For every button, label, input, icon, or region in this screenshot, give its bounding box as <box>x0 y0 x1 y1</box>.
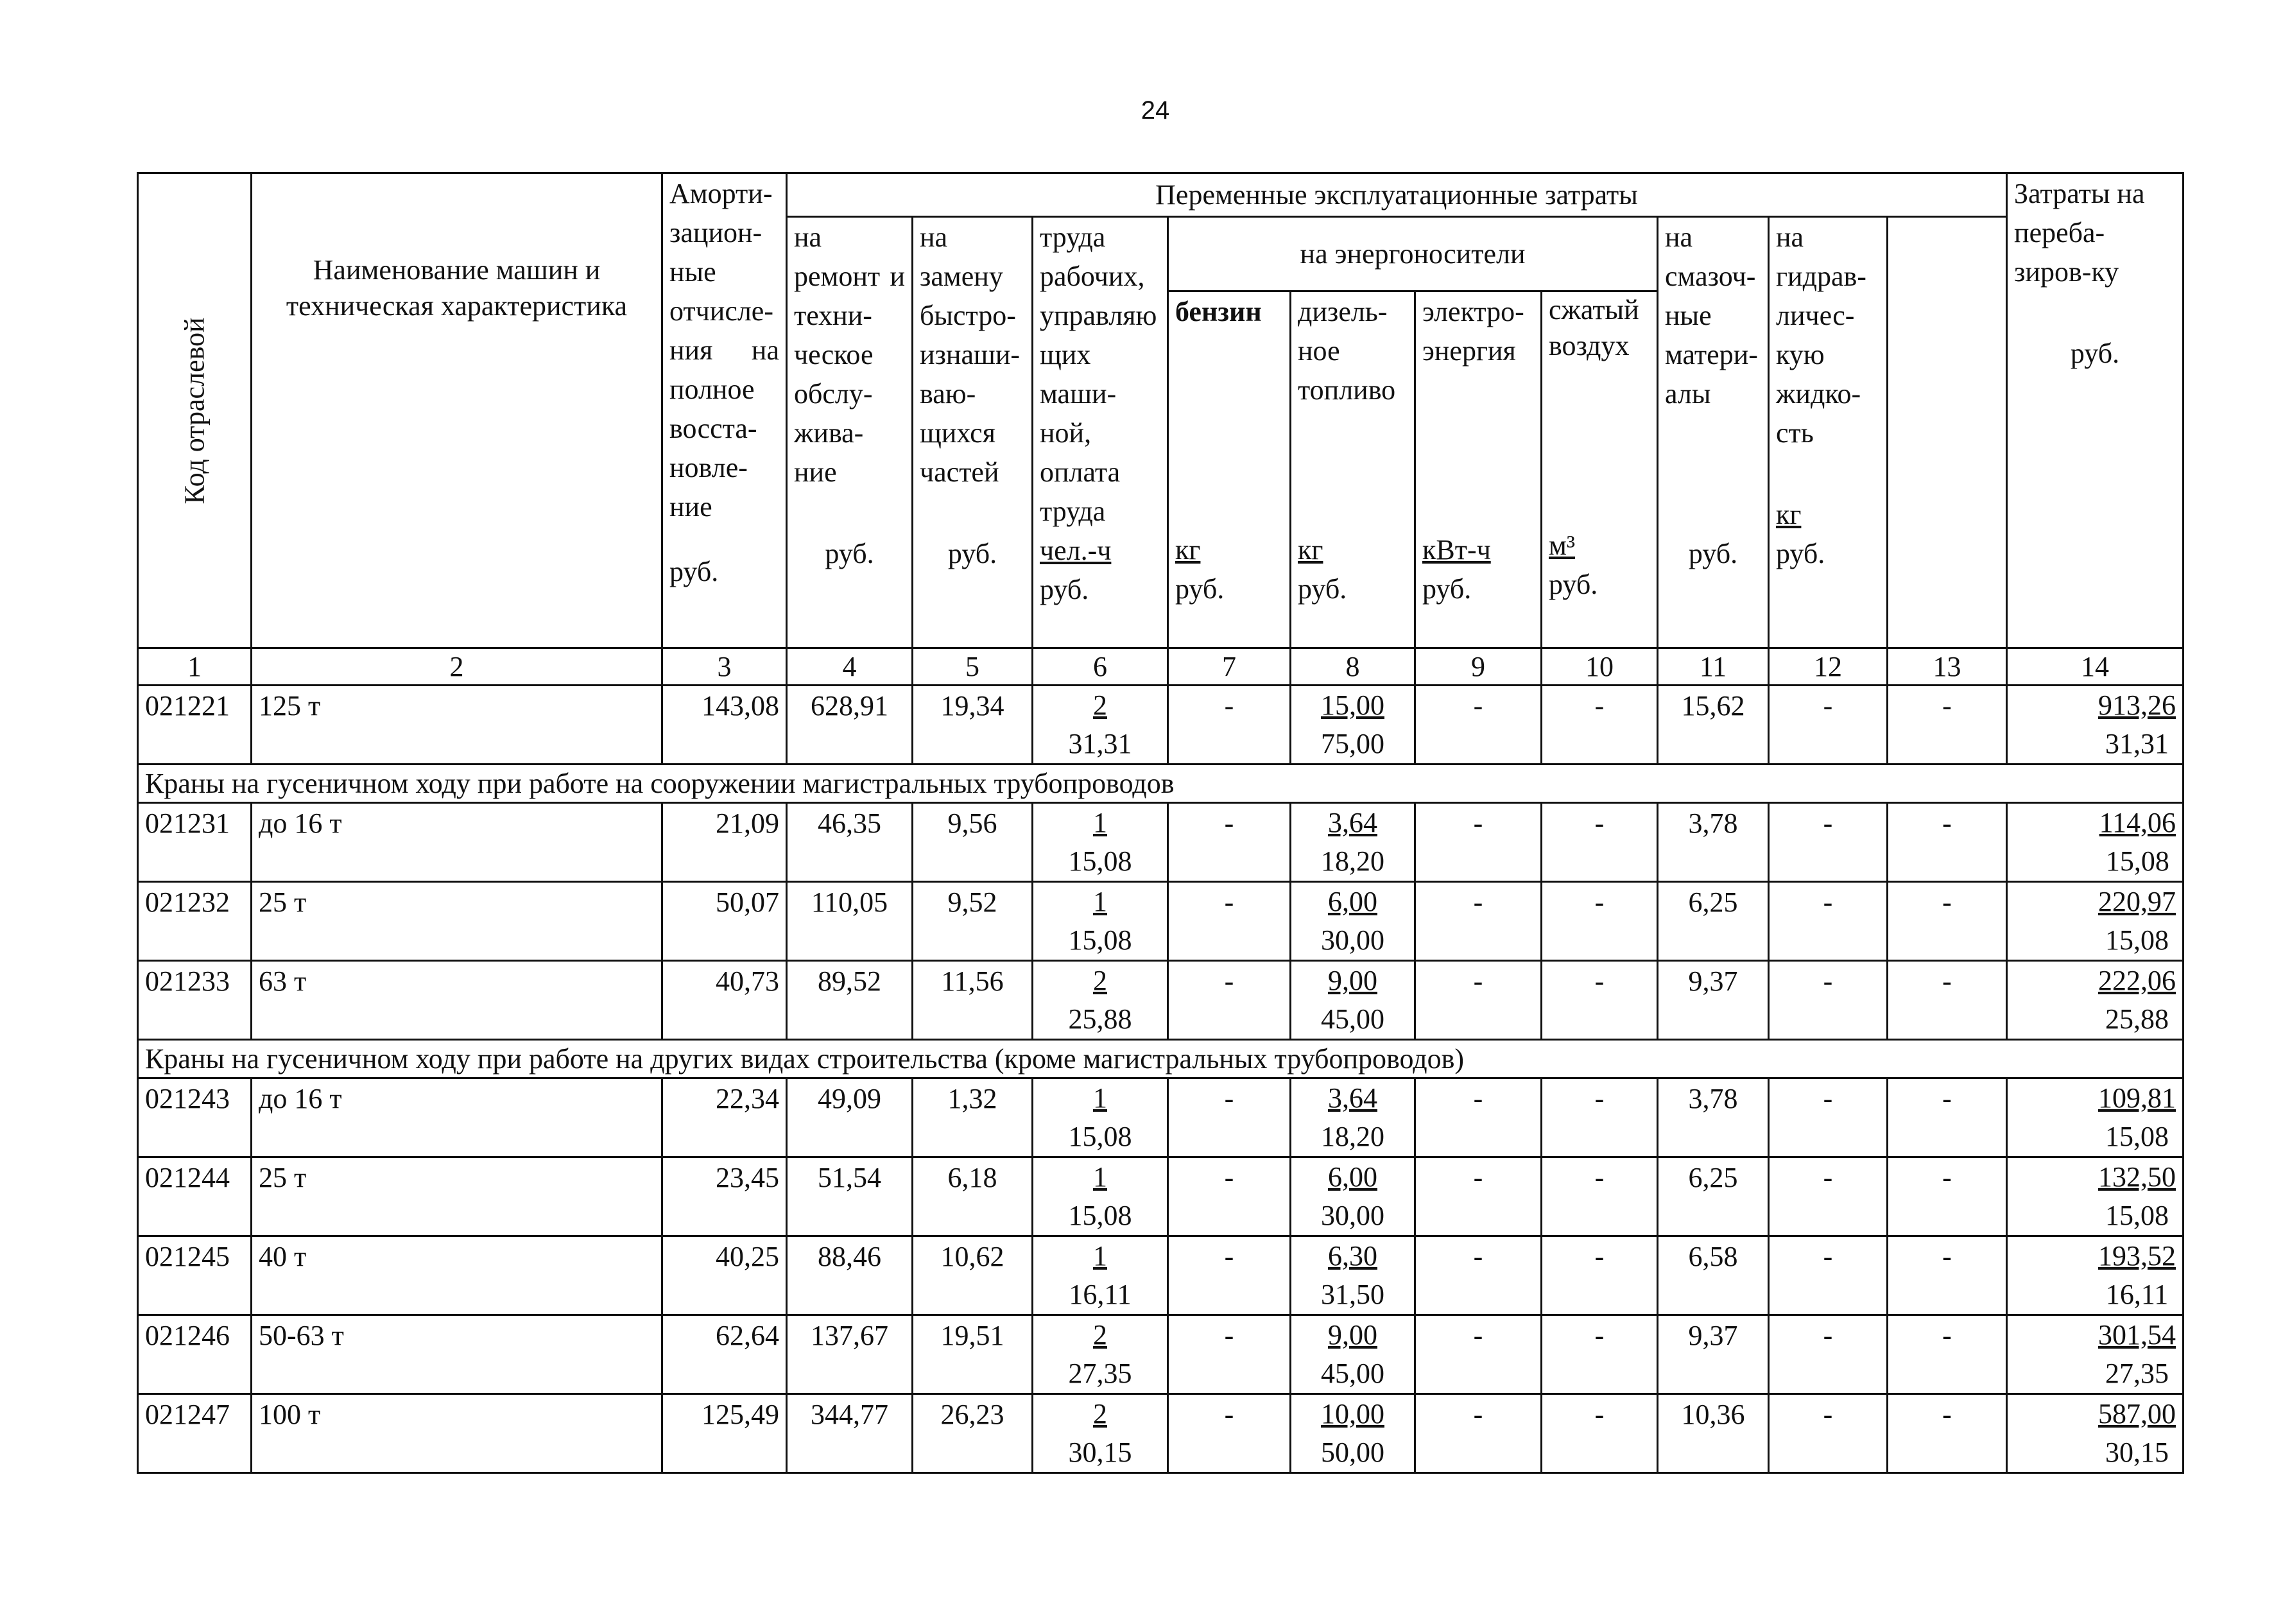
table-row <box>138 803 2184 882</box>
header-relocation: Затраты на переба-зиров-ку руб. <box>2007 173 2184 648</box>
header-hydraulic: на гидрав-личес-кую жидко-сть кг руб. <box>1769 217 1888 648</box>
table-row <box>138 1315 2184 1394</box>
row-relocation: - <box>1888 1315 2007 1394</box>
row-repair: 628,91 <box>787 686 913 764</box>
fraction-value: $\frac{222,06}{25,88}$ <box>2098 965 2176 1035</box>
row-hydraulic: - <box>1769 882 1888 961</box>
row-estimate <box>2007 961 2184 1040</box>
column-number: 5 <box>913 648 1033 686</box>
row-estimate <box>2007 882 2184 961</box>
row-electricity: - <box>1415 686 1542 764</box>
row-diesel <box>1291 961 1415 1040</box>
row-diesel <box>1291 1157 1415 1236</box>
row-amortization: 125,49 <box>662 1394 787 1473</box>
row-petrol: - <box>1168 1236 1291 1315</box>
header-petrol: бензин кг руб. <box>1168 291 1291 648</box>
row-amortization: 62,64 <box>662 1315 787 1394</box>
row-name: 25 т <box>252 882 662 961</box>
row-hydraulic: - <box>1769 803 1888 882</box>
row-code: 021232 <box>138 882 252 961</box>
row-name: 100 т <box>252 1394 662 1473</box>
row-electricity: - <box>1415 1394 1542 1473</box>
row-labor <box>1033 803 1168 882</box>
row-parts: 11,56 <box>913 961 1033 1040</box>
row-estimate <box>2007 1394 2184 1473</box>
row-labor <box>1033 1315 1168 1394</box>
row-repair: 46,35 <box>787 803 913 882</box>
column-number: 11 <box>1658 648 1769 686</box>
row-lubricants: 6,25 <box>1658 1157 1769 1236</box>
table-row <box>138 1078 2184 1157</box>
row-labor <box>1033 882 1168 961</box>
row-code: 021244 <box>138 1157 252 1236</box>
fraction-value: $\frac{6,30}{31,50}$ <box>1321 1240 1384 1310</box>
row-diesel <box>1291 1315 1415 1394</box>
row-lubricants: 9,37 <box>1658 961 1769 1040</box>
column-number: 3 <box>662 648 787 686</box>
row-labor <box>1033 1394 1168 1473</box>
row-lubricants: 3,78 <box>1658 803 1769 882</box>
row-air: - <box>1542 1157 1658 1236</box>
section-title: Краны на гусеничном ходу при работе на сооружении магистральных трубопроводов <box>138 764 2184 803</box>
row-amortization: 40,25 <box>662 1236 787 1315</box>
row-air: - <box>1542 1236 1658 1315</box>
header-labor: труда рабочих, управляю щих маши-ной, оплата труда чел.-ч руб. <box>1033 217 1168 648</box>
fraction-value: $\frac{587,00}{30,15}$ <box>2098 1398 2176 1468</box>
row-parts: 9,56 <box>913 803 1033 882</box>
header-energy: на энергоносители <box>1168 217 1658 291</box>
page-number: 24 <box>1141 96 1170 125</box>
row-amortization: 23,45 <box>662 1157 787 1236</box>
row-code: 021247 <box>138 1394 252 1473</box>
row-name: до 16 т <box>252 1078 662 1157</box>
row-petrol: - <box>1168 1157 1291 1236</box>
header-variable-costs: Переменные эксплуатационные затраты <box>787 173 2007 217</box>
row-petrol: - <box>1168 1078 1291 1157</box>
row-petrol: - <box>1168 1394 1291 1473</box>
column-number: 2 <box>252 648 662 686</box>
row-diesel <box>1291 1078 1415 1157</box>
row-parts: 10,62 <box>913 1236 1033 1315</box>
table-row <box>138 686 2184 764</box>
row-parts: 19,51 <box>913 1315 1033 1394</box>
fraction-value: $\frac{2}{25,88}$ <box>1068 965 1132 1035</box>
row-repair: 110,05 <box>787 882 913 961</box>
row-repair: 344,77 <box>787 1394 913 1473</box>
row-lubricants: 9,37 <box>1658 1315 1769 1394</box>
machine-cost-table <box>137 172 2184 1474</box>
row-repair: 89,52 <box>787 961 913 1040</box>
table-row <box>138 882 2184 961</box>
fraction-value: $\frac{1}{15,08}$ <box>1068 1082 1132 1152</box>
row-petrol: - <box>1168 882 1291 961</box>
row-air: - <box>1542 1394 1658 1473</box>
row-lubricants: 3,78 <box>1658 1078 1769 1157</box>
row-hydraulic: - <box>1769 1394 1888 1473</box>
row-labor <box>1033 686 1168 764</box>
fraction-value: $\frac{193,52}{16,11}$ <box>2098 1240 2176 1310</box>
header-air: сжатый воздух м³ руб. <box>1542 291 1658 648</box>
row-hydraulic: - <box>1769 1236 1888 1315</box>
row-name: 25 т <box>252 1157 662 1236</box>
fraction-value: $\frac{6,00}{30,00}$ <box>1321 886 1384 956</box>
row-hydraulic: - <box>1769 686 1888 764</box>
row-diesel <box>1291 1236 1415 1315</box>
fraction-value: $\frac{1}{15,08}$ <box>1068 1161 1132 1231</box>
fraction-value: $\frac{2}{27,35}$ <box>1068 1319 1132 1389</box>
row-air: - <box>1542 1078 1658 1157</box>
row-amortization: 22,34 <box>662 1078 787 1157</box>
fraction-value: $\frac{2}{31,31}$ <box>1068 689 1132 759</box>
row-estimate <box>2007 803 2184 882</box>
fraction-value: $\frac{9,00}{45,00}$ <box>1321 1319 1384 1389</box>
row-hydraulic: - <box>1769 1078 1888 1157</box>
row-air: - <box>1542 803 1658 882</box>
row-electricity: - <box>1415 1157 1542 1236</box>
row-petrol: - <box>1168 961 1291 1040</box>
row-lubricants: 6,58 <box>1658 1236 1769 1315</box>
table-row <box>138 1157 2184 1236</box>
fraction-value: $\frac{220,97}{15,08}$ <box>2098 886 2176 956</box>
fraction-value: $\frac{1}{15,08}$ <box>1068 807 1132 877</box>
fraction-value: $\frac{9,00}{45,00}$ <box>1321 965 1384 1035</box>
column-number: 4 <box>787 648 913 686</box>
row-parts: 19,34 <box>913 686 1033 764</box>
row-code: 021245 <box>138 1236 252 1315</box>
row-electricity: - <box>1415 803 1542 882</box>
fraction-value: $\frac{10,00}{50,00}$ <box>1321 1398 1384 1468</box>
fraction-value: $\frac{114,06}{15,08}$ <box>2099 807 2176 877</box>
row-relocation: - <box>1888 961 2007 1040</box>
row-estimate <box>2007 1157 2184 1236</box>
row-parts: 1,32 <box>913 1078 1033 1157</box>
row-amortization: 21,09 <box>662 803 787 882</box>
column-number: 12 <box>1769 648 1888 686</box>
header-parts: на замену быстро-изнаши-ваю-щихся частей руб. <box>913 217 1033 648</box>
row-electricity: - <box>1415 1078 1542 1157</box>
column-number: 8 <box>1291 648 1415 686</box>
row-labor <box>1033 1078 1168 1157</box>
row-name: до 16 т <box>252 803 662 882</box>
row-diesel <box>1291 803 1415 882</box>
row-hydraulic: - <box>1769 961 1888 1040</box>
column-number: 7 <box>1168 648 1291 686</box>
column-number: 13 <box>1888 648 2007 686</box>
row-diesel <box>1291 686 1415 764</box>
fraction-value: $\frac{913,26}{31,31}$ <box>2098 689 2176 759</box>
row-petrol: - <box>1168 803 1291 882</box>
table-row <box>138 1236 2184 1315</box>
column-number: 14 <box>2007 648 2184 686</box>
row-petrol: - <box>1168 686 1291 764</box>
column-number: 10 <box>1542 648 1658 686</box>
row-code: 021246 <box>138 1315 252 1394</box>
row-estimate <box>2007 1078 2184 1157</box>
table-row <box>138 1394 2184 1473</box>
row-labor <box>1033 1157 1168 1236</box>
section-title: Краны на гусеничном ходу при работе на других видах строительства (кроме магистральных трубопроводов) <box>138 1040 2184 1078</box>
table-row <box>138 961 2184 1040</box>
header-name: Наименование машин и техническая характеристика <box>252 173 662 648</box>
row-estimate <box>2007 686 2184 764</box>
fraction-value: $\frac{15,00}{75,00}$ <box>1321 689 1384 759</box>
row-electricity: - <box>1415 882 1542 961</box>
fraction-value: $\frac{3,64}{18,20}$ <box>1321 1082 1384 1152</box>
fraction-value: $\frac{109,81}{15,08}$ <box>2098 1082 2176 1152</box>
column-number-row <box>138 648 2184 686</box>
row-repair: 88,46 <box>787 1236 913 1315</box>
row-repair: 137,67 <box>787 1315 913 1394</box>
row-relocation: - <box>1888 1236 2007 1315</box>
fraction-value: $\frac{1}{16,11}$ <box>1069 1240 1132 1310</box>
section-header-row <box>138 764 2184 803</box>
column-number: 9 <box>1415 648 1542 686</box>
row-estimate <box>2007 1236 2184 1315</box>
section-header-row <box>138 1040 2184 1078</box>
row-electricity: - <box>1415 1315 1542 1394</box>
row-estimate <box>2007 1315 2184 1394</box>
row-lubricants: 15,62 <box>1658 686 1769 764</box>
row-electricity: - <box>1415 961 1542 1040</box>
fraction-value: $\frac{1}{15,08}$ <box>1068 886 1132 956</box>
row-relocation: - <box>1888 1394 2007 1473</box>
row-amortization: 50,07 <box>662 882 787 961</box>
row-diesel <box>1291 1394 1415 1473</box>
row-parts: 6,18 <box>913 1157 1033 1236</box>
header-amortization: Аморти-зацион-ные отчисле-ния на полное восста-новле-ние руб. <box>662 173 787 648</box>
header-electricity: электро-энергия кВт-ч руб. <box>1415 291 1542 648</box>
row-code: 021243 <box>138 1078 252 1157</box>
row-labor <box>1033 961 1168 1040</box>
row-amortization: 40,73 <box>662 961 787 1040</box>
row-repair: 49,09 <box>787 1078 913 1157</box>
row-hydraulic: - <box>1769 1157 1888 1236</box>
row-code: 021221 <box>138 686 252 764</box>
row-relocation: - <box>1888 882 2007 961</box>
header-lubricants: на смазоч-ные матери-алы руб. <box>1658 217 1769 648</box>
row-air: - <box>1542 1315 1658 1394</box>
fraction-value: $\frac{2}{30,15}$ <box>1068 1398 1132 1468</box>
row-name: 125 т <box>252 686 662 764</box>
fraction-value: $\frac{132,50}{15,08}$ <box>2098 1161 2176 1231</box>
row-relocation: - <box>1888 686 2007 764</box>
row-lubricants: 10,36 <box>1658 1394 1769 1473</box>
row-name: 63 т <box>252 961 662 1040</box>
fraction-value: $\frac{3,64}{18,20}$ <box>1321 807 1384 877</box>
header-repair: на ремонт и техни-ческое обслу-жива-ние руб. <box>787 217 913 648</box>
row-diesel <box>1291 882 1415 961</box>
row-repair: 51,54 <box>787 1157 913 1236</box>
row-relocation: - <box>1888 1078 2007 1157</box>
row-parts: 26,23 <box>913 1394 1033 1473</box>
row-name: 40 т <box>252 1236 662 1315</box>
row-air: - <box>1542 882 1658 961</box>
row-labor <box>1033 1236 1168 1315</box>
row-code: 021231 <box>138 803 252 882</box>
column-number: 1 <box>138 648 252 686</box>
row-code: 021233 <box>138 961 252 1040</box>
row-name: 50-63 т <box>252 1315 662 1394</box>
row-petrol: - <box>1168 1315 1291 1394</box>
row-air: - <box>1542 686 1658 764</box>
row-electricity: - <box>1415 1236 1542 1315</box>
row-parts: 9,52 <box>913 882 1033 961</box>
fraction-value: $\frac{301,54}{27,35}$ <box>2098 1319 2176 1389</box>
row-amortization: 143,08 <box>662 686 787 764</box>
row-lubricants: 6,25 <box>1658 882 1769 961</box>
row-relocation: - <box>1888 803 2007 882</box>
header-code: Код отраслевой <box>138 173 252 648</box>
header-diesel: дизель-ное топливо кг руб. <box>1291 291 1415 648</box>
fraction-value: $\frac{6,00}{30,00}$ <box>1321 1161 1384 1231</box>
row-relocation: - <box>1888 1157 2007 1236</box>
row-air: - <box>1542 961 1658 1040</box>
row-hydraulic: - <box>1769 1315 1888 1394</box>
column-number: 6 <box>1033 648 1168 686</box>
